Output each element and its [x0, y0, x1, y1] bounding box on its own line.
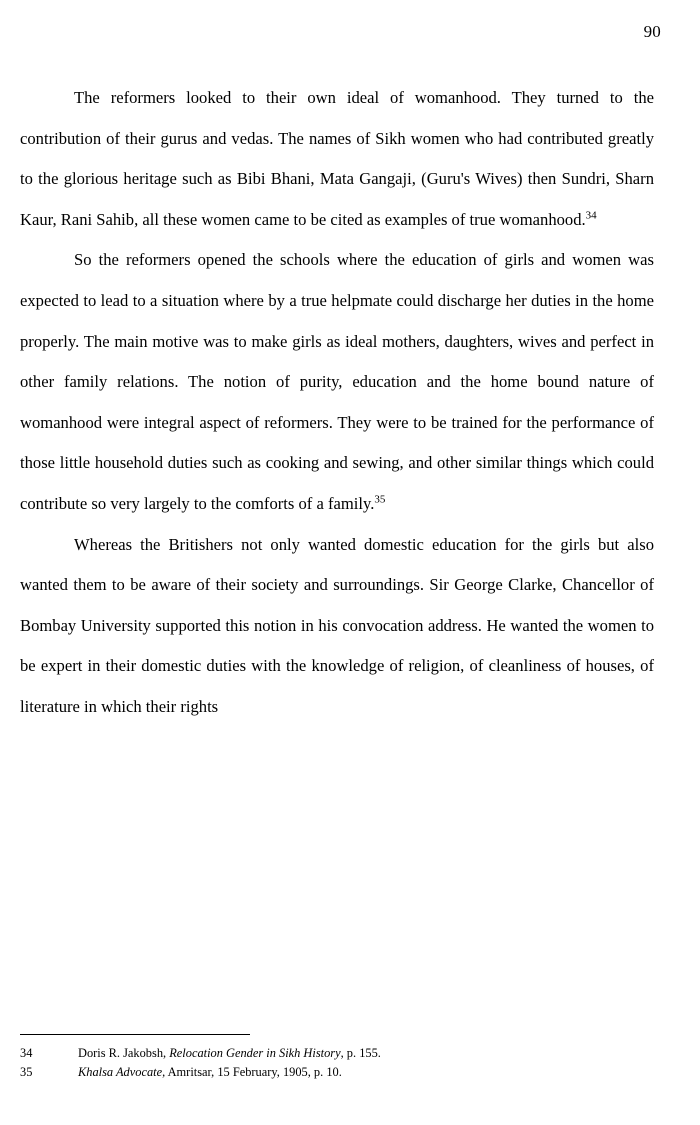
footnote-tail: Amritsar, 15 February, 1905, p. 10.: [165, 1064, 342, 1079]
page-number: 90: [643, 22, 661, 41]
paragraph-1: [20, 78, 654, 240]
footnote-number: 34: [20, 1046, 33, 1060]
footnote-separator-rule: [20, 1034, 250, 1035]
footnotes-section: [20, 1034, 654, 1081]
footnote-item: [20, 1044, 654, 1063]
footnote-marker-35[interactable]: 35: [374, 493, 386, 506]
footnote-text: [78, 1063, 654, 1082]
paragraph-2: [20, 240, 654, 524]
footnote-item: [20, 1063, 654, 1082]
footnote-number: 35: [20, 1064, 33, 1079]
paragraph-3-text: Whereas the Britishers not only wanted domestic education for the girls but also wanted them to be aware of their society and surroundings. Sir George Clarke, Chancellor of Bombay University supported this notion in his convocation address. He wanted the women to be expert in their domestic duties with the knowledge of religion, of cleanliness of houses, of literature in which their rights: [20, 534, 654, 716]
footnote-text: [78, 1044, 654, 1063]
paragraph-1-text: The reformers looked to their own ideal of womanhood. They turned to the contribution of their gurus and vedas. The names of Sikh women who had contributed greatly to the glorious heritage such as Bibi Bhani, Mata Gangaji, (Guru's Wives) then Sundri, Sharn Kaur, Rani Sahib, all these women came to be cited as examples of true womanhood.: [20, 88, 654, 229]
footnote-author: Doris R. Jakobsh,: [78, 1046, 167, 1060]
footnote-title: Relocation Gender in Sikh History: [169, 1046, 341, 1060]
paragraph-2-text: So the reformers opened the schools where the education of girls and women was expected to lead to a situation where by a true helpmate could discharge her duties in the home properly. The main motive was to make girls as ideal mothers, daughters, wives and perfect in other family relations. The notion of purity, education and the home bound nature of womanhood were integral aspect of reformers. They were to be trained for the performance of those little household duties such as cooking and sewing, and other similar things which could contribute so very largely to the comforts of a family.: [20, 250, 654, 513]
footnote-marker-34[interactable]: 34: [585, 209, 597, 222]
paragraph-3: [20, 525, 654, 728]
body-text: [20, 78, 654, 728]
footnote-title: Khalsa Advocate,: [78, 1064, 166, 1079]
footnote-tail: , p. 155.: [340, 1046, 381, 1060]
